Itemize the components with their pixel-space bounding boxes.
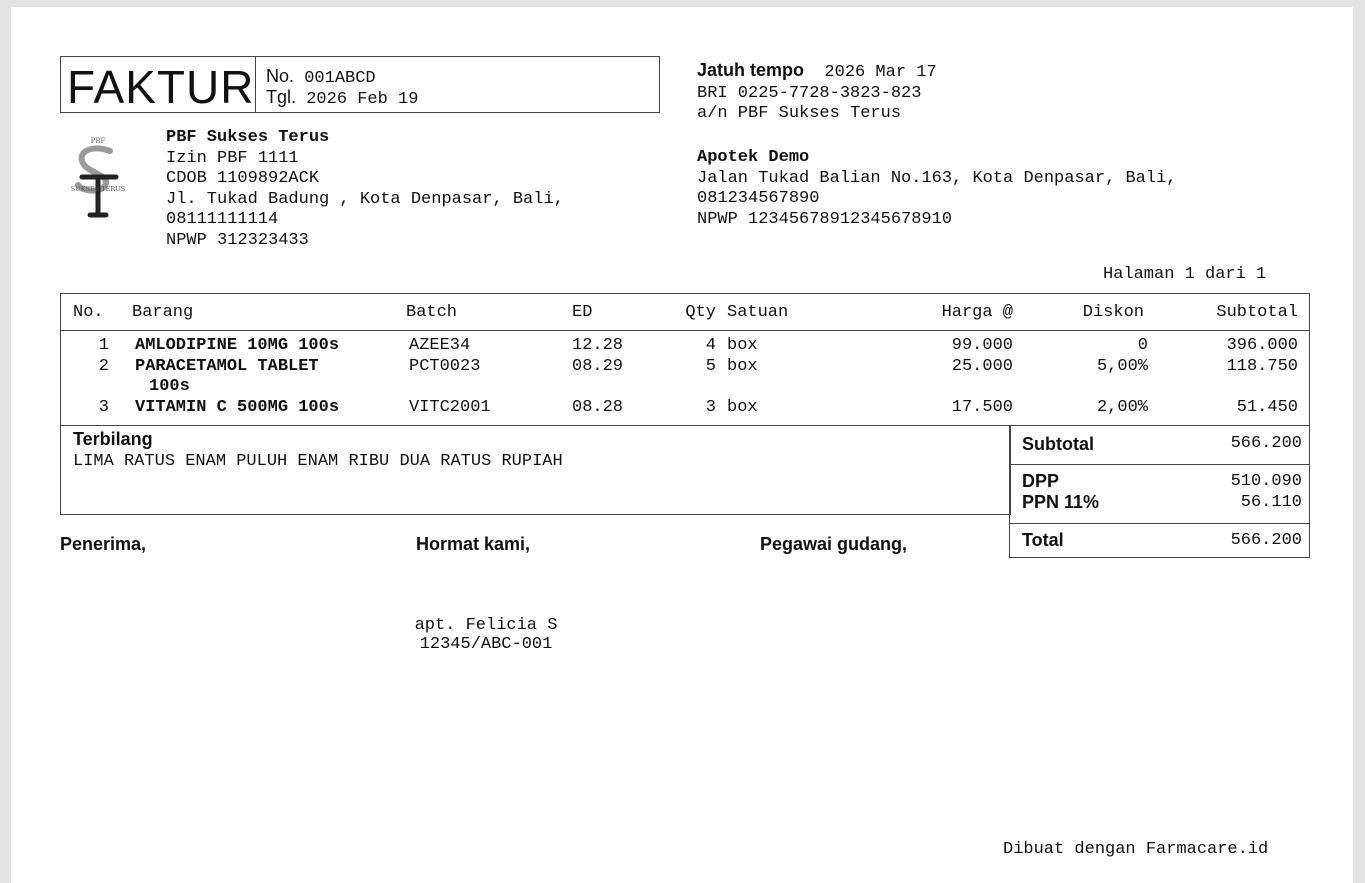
totals-box [1009, 425, 1310, 558]
invoice-number-label: No. [266, 66, 295, 86]
supplier-address: Jl. Tukad Badung , Kota Denpasar, Bali, [166, 189, 564, 209]
row-no: 2 [98, 357, 109, 376]
payment-info [697, 60, 937, 125]
total-value: 566.200 [1230, 531, 1302, 550]
due-date-label: Jatuh tempo [697, 60, 805, 80]
row-ed: 12.28 [572, 336, 624, 355]
row-diskon: 0 [1137, 336, 1148, 355]
dpp-label: DPP [1022, 471, 1060, 491]
row-harga: 25.000 [951, 357, 1013, 376]
ppn-label: PPN 11% [1022, 492, 1100, 512]
invoice-date: 2026 Feb 19 [306, 90, 419, 109]
customer-phone: 081234567890 [697, 189, 820, 208]
bank-account: BRI 0225-7728-3823-823 [697, 83, 922, 103]
supplier-logo [60, 131, 140, 227]
signature-sender-label: Hormat kami, [416, 534, 531, 554]
logo-top-text: PBF [90, 137, 106, 145]
account-name: a/n PBF Sukses Terus [697, 104, 902, 123]
table-header-divider [61, 330, 1309, 331]
row-satuan: box [727, 357, 758, 376]
col-header-no: No. [73, 303, 104, 322]
terbilang-label: Terbilang [73, 429, 153, 449]
supplier-cdob: CDOB 1109892ACK [166, 169, 320, 188]
totals-divider [1010, 523, 1309, 524]
row-no: 1 [98, 336, 109, 355]
due-date: 2026 Mar 17 [824, 63, 937, 82]
total-label: Total [1022, 530, 1064, 550]
row-barang: VITAMIN C 500MG 100s [135, 398, 340, 417]
col-header-ed: ED [572, 303, 593, 322]
col-header-barang: Barang [132, 303, 194, 322]
pharmacist-id: 12345/ABC-001 [419, 635, 553, 654]
row-diskon: 2,00% [1096, 398, 1148, 417]
items-table [60, 293, 1310, 426]
totals-divider [1010, 464, 1309, 465]
row-batch: PCT0023 [409, 357, 481, 376]
invoice-title: FAKTUR [67, 61, 255, 113]
supplier-phone: 08111111114 [166, 210, 279, 229]
ppn-value: 56.110 [1240, 493, 1302, 512]
subtotal-value: 566.200 [1230, 434, 1302, 453]
col-header-batch: Batch [406, 303, 458, 322]
invoice-header-box [60, 56, 660, 113]
terbilang-text: LIMA RATUS ENAM PULUH ENAM RIBU DUA RATUS RUPIAH [73, 452, 563, 471]
invoice-meta [266, 67, 418, 109]
invoice-number: 001ABCD [304, 69, 376, 88]
col-header-subtotal: Subtotal [1216, 303, 1298, 322]
row-ed: 08.29 [572, 357, 624, 376]
row-subtotal: 118.750 [1226, 357, 1298, 376]
row-qty: 4 [705, 336, 716, 355]
invoice-page [11, 7, 1353, 883]
row-barang-line2: 100s [149, 377, 190, 396]
row-qty: 3 [705, 398, 716, 417]
logo-brand-text: SUKSES TERUS [70, 185, 126, 193]
row-barang: AMLODIPINE 10MG 100s [135, 336, 340, 355]
col-header-harga: Harga @ [941, 303, 1013, 322]
page-indicator: Halaman 1 dari 1 [1103, 265, 1267, 284]
pharmacist-signature [367, 616, 605, 654]
row-barang: PARACETAMOL TABLET [135, 357, 319, 376]
row-batch: AZEE34 [409, 336, 471, 355]
row-no: 3 [98, 398, 109, 417]
customer-name: Apotek Demo [697, 148, 810, 167]
header-divider [255, 57, 256, 112]
signature-receiver-label: Penerima, [60, 534, 147, 554]
supplier-license: Izin PBF 1111 [166, 148, 299, 168]
terbilang-box [60, 425, 1011, 515]
row-ed: 08.28 [572, 398, 624, 417]
subtotal-label: Subtotal [1022, 434, 1094, 454]
pharmacist-name: apt. Felicia S [414, 616, 558, 635]
invoice-date-label: Tgl. [266, 87, 297, 107]
dpp-value: 510.090 [1230, 472, 1302, 491]
col-header-qty: Qty [685, 303, 716, 322]
signature-warehouse-label: Pegawai gudang, [760, 534, 908, 554]
row-harga: 17.500 [951, 398, 1013, 417]
row-satuan: box [727, 398, 758, 417]
col-header-diskon: Diskon [1082, 303, 1144, 322]
footer-credit: Dibuat dengan Farmacare.id [1003, 840, 1269, 859]
customer-info [697, 148, 1176, 230]
row-batch: VITC2001 [409, 398, 491, 417]
supplier-name: PBF Sukses Terus [166, 128, 330, 147]
row-harga: 99.000 [951, 336, 1013, 355]
row-satuan: box [727, 336, 758, 355]
customer-address: Jalan Tukad Balian No.163, Kota Denpasar, Bali, [697, 168, 1177, 188]
customer-npwp: NPWP 12345678912345678910 [697, 209, 953, 229]
row-qty: 5 [705, 357, 716, 376]
row-diskon: 5,00% [1096, 357, 1148, 376]
supplier-info [166, 128, 564, 251]
col-header-satuan: Satuan [727, 303, 789, 322]
supplier-npwp: NPWP 312323433 [166, 230, 309, 250]
row-subtotal: 51.450 [1236, 398, 1298, 417]
row-subtotal: 396.000 [1226, 336, 1298, 355]
